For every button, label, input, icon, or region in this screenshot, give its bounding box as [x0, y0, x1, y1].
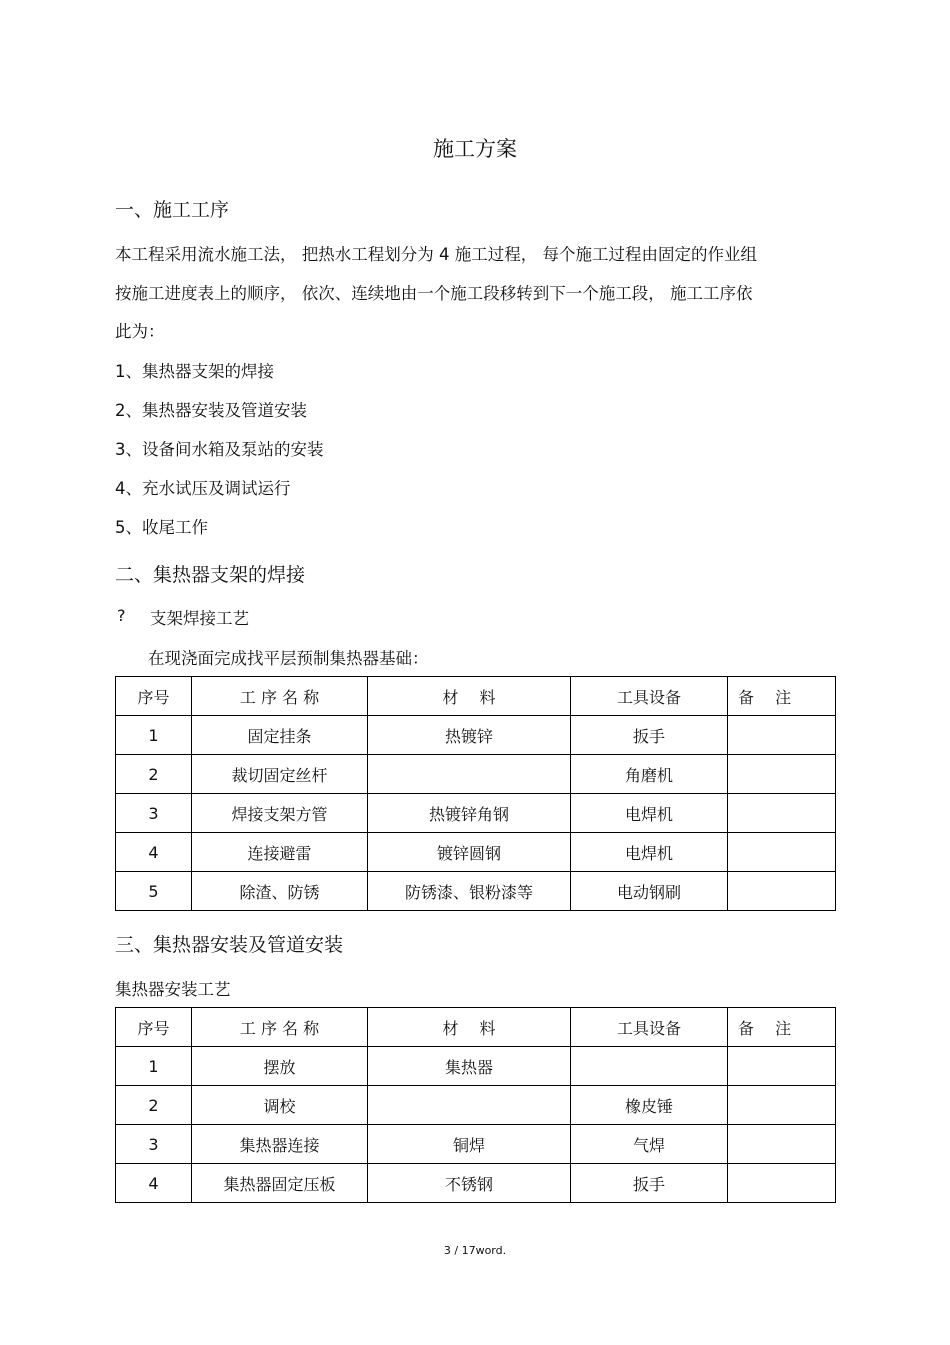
table-intro: 在现浇面完成找平层预制集热器基础：: [148, 649, 429, 668]
section-heading-2: 二、集热器支架的焊接: [115, 564, 306, 586]
page-title: 施工方案: [433, 137, 517, 161]
table-cell: 1: [116, 716, 192, 755]
table-cell: 电焊机: [571, 794, 728, 833]
table-cell: [728, 1047, 836, 1086]
table-cell: [728, 1086, 836, 1125]
table-cell: 裁切固定丝杆: [192, 755, 368, 794]
list-item: 1、集热器支架的焊接: [115, 362, 274, 381]
table-cell: [368, 1086, 571, 1125]
header-cell: 序号: [116, 1008, 192, 1047]
table-row: [116, 1047, 836, 1086]
paragraph-line-1: 本工程采用流水施工法， 把热水工程划分为 4 施工过程， 每个施工过程由固定的作业组: [115, 245, 757, 264]
header-cell: 备 注: [728, 1008, 836, 1047]
header-cell: 材 料: [368, 677, 571, 716]
table-row: [116, 794, 836, 833]
table-cell: 热镀锌角钢: [368, 794, 571, 833]
table-cell: 不锈钢: [368, 1164, 571, 1203]
table-cell: 4: [116, 833, 192, 872]
table-row: [116, 872, 836, 911]
table-row: [116, 1125, 836, 1164]
section-heading-3: 三、集热器安装及管道安装: [115, 934, 344, 956]
table-cell: 铜焊: [368, 1125, 571, 1164]
table-cell: 1: [116, 1047, 192, 1086]
header-cell: 工具设备: [571, 1008, 728, 1047]
table-cell: 扳手: [571, 1164, 728, 1203]
table-cell: 调校: [192, 1086, 368, 1125]
header-cell: 材 料: [368, 1008, 571, 1047]
list-item: 3、设备间水箱及泵站的安装: [115, 440, 324, 459]
table-header-row: [116, 1008, 836, 1047]
page-footer: 3 / 17word.: [443, 1244, 507, 1257]
table-cell: 2: [116, 755, 192, 794]
table-cell: 固定挂条: [192, 716, 368, 755]
table-cell: 热镀锌: [368, 716, 571, 755]
table-row: [116, 1086, 836, 1125]
table-cell: 气焊: [571, 1125, 728, 1164]
table-cell: [728, 833, 836, 872]
table-cell: 镀锌圆钢: [368, 833, 571, 872]
header-cell: 工 序 名 称: [192, 1008, 368, 1047]
table-cell: 角磨机: [571, 755, 728, 794]
table-intro: 集热器安装工艺: [115, 980, 231, 999]
table-cell: 橡皮锤: [571, 1086, 728, 1125]
table-cell: [728, 1125, 836, 1164]
table-cell: 5: [116, 872, 192, 911]
table-cell: 3: [116, 1125, 192, 1164]
header-cell: 序号: [116, 677, 192, 716]
table-cell: 防锈漆、银粉漆等: [368, 872, 571, 911]
bullet-mark: ?: [117, 606, 126, 625]
table-cell: 3: [116, 794, 192, 833]
table-cell: 连接避雷: [192, 833, 368, 872]
list-item: 5、收尾工作: [115, 518, 208, 537]
table-cell: 电焊机: [571, 833, 728, 872]
table-cell: 2: [116, 1086, 192, 1125]
table-row: [116, 833, 836, 872]
table-row: [116, 716, 836, 755]
table-cell: 集热器固定压板: [192, 1164, 368, 1203]
table-cell: [728, 1164, 836, 1203]
paragraph-line-2: 按施工进度表上的顺序， 依次、连续地由一个施工段移转到下一个施工段， 施工工序依: [115, 284, 753, 303]
table-row: [116, 1164, 836, 1203]
header-cell: 工 序 名 称: [192, 677, 368, 716]
list-item: 2、集热器安装及管道安装: [115, 401, 307, 420]
table-cell: 集热器连接: [192, 1125, 368, 1164]
welding-process-table: [115, 676, 836, 911]
table-cell: [571, 1047, 728, 1086]
table-header-row: [116, 677, 836, 716]
table-cell: 焊接支架方管: [192, 794, 368, 833]
subsection-title: 支架焊接工艺: [150, 609, 249, 628]
table-row: [116, 755, 836, 794]
table-cell: [728, 755, 836, 794]
list-item: 4、充水试压及调试运行: [115, 479, 291, 498]
table-cell: 4: [116, 1164, 192, 1203]
table-cell: 集热器: [368, 1047, 571, 1086]
paragraph-line-3: 此为：: [115, 322, 165, 341]
header-cell: 备 注: [728, 677, 836, 716]
table-cell: [728, 716, 836, 755]
table-cell: 扳手: [571, 716, 728, 755]
table-cell: [728, 872, 836, 911]
header-cell: 工具设备: [571, 677, 728, 716]
table-cell: [368, 755, 571, 794]
table-cell: 除渣、防锈: [192, 872, 368, 911]
table-cell: 电动钢刷: [571, 872, 728, 911]
table-cell: [728, 794, 836, 833]
collector-install-table: [115, 1007, 836, 1203]
table-cell: 摆放: [192, 1047, 368, 1086]
section-heading-1: 一、施工工序: [115, 199, 230, 221]
